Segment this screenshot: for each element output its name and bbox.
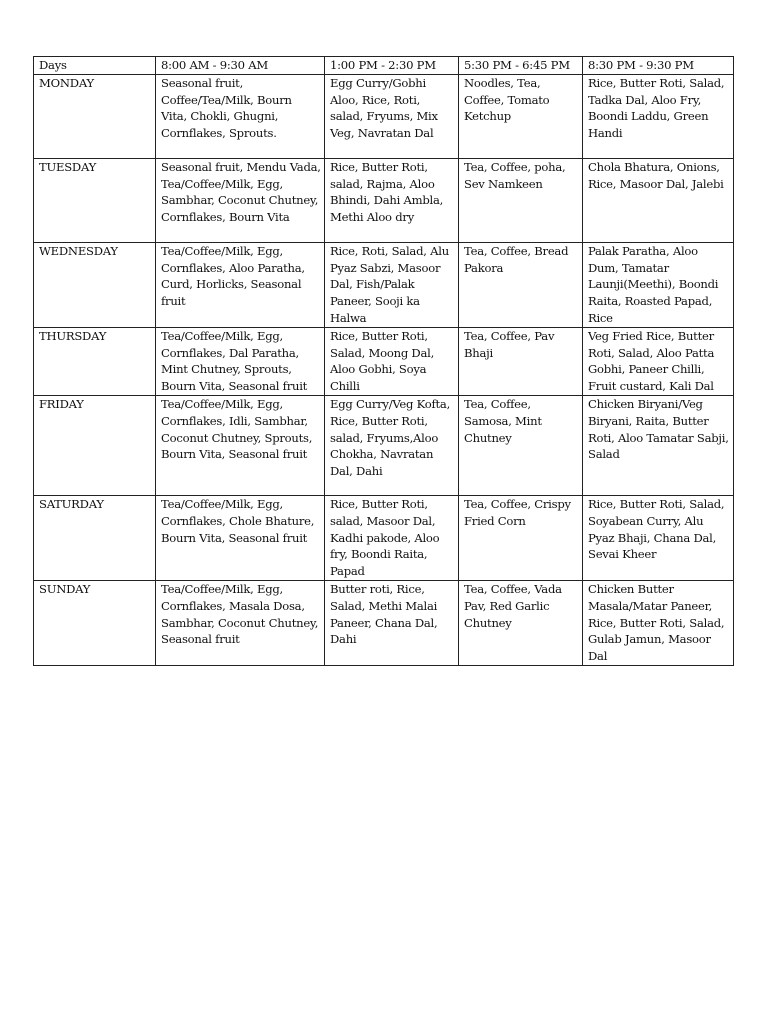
dinner-cell: Rice, Butter Roti, Salad, Soyabean Curry, Alu Pyaz Bhaji, Chana Dal, Sevai Kheer — [583, 495, 734, 580]
lunch-cell: Egg Curry/Veg Kofta, Rice, Butter Roti, salad, Fryums,Aloo Chokha, Navratan Dal, Dahi — [325, 395, 459, 495]
day-cell: SATURDAY — [34, 495, 156, 580]
breakfast-cell: Seasonal fruit, Mendu Vada, Tea/Coffee/Milk, Egg, Sambhar, Coconut Chutney, Cornflakes, Bourn Vita — [156, 158, 325, 242]
table-row — [34, 158, 734, 242]
snacks-cell: Tea, Coffee, Bread Pakora — [459, 242, 583, 327]
table-row — [34, 74, 734, 158]
lunch-cell: Rice, Butter Roti, salad, Masoor Dal, Kadhi pakode, Aloo fry, Boondi Raita, Papad — [325, 495, 459, 580]
dinner-cell: Rice, Butter Roti, Salad, Tadka Dal, Aloo Fry, Boondi Laddu, Green Handi — [583, 74, 734, 158]
snacks-cell: Tea, Coffee, Pav Bhaji — [459, 327, 583, 395]
snacks-cell: Tea, Coffee, Crispy Fried Corn — [459, 495, 583, 580]
header-row — [34, 57, 734, 75]
breakfast-cell: Tea/Coffee/Milk, Egg, Cornflakes, Masala Dosa, Sambhar, Coconut Chutney, Seasonal fruit — [156, 580, 325, 665]
dinner-cell: Chicken Butter Masala/Matar Paneer, Rice, Butter Roti, Salad, Gulab Jamun, Masoor Dal — [583, 580, 734, 665]
day-cell: TUESDAY — [34, 158, 156, 242]
snacks-cell: Tea, Coffee, Vada Pav, Red Garlic Chutney — [459, 580, 583, 665]
snacks-cell: Noodles, Tea, Coffee, Tomato Ketchup — [459, 74, 583, 158]
day-cell: MONDAY — [34, 74, 156, 158]
lunch-cell: Butter roti, Rice, Salad, Methi Malai Paneer, Chana Dal, Dahi — [325, 580, 459, 665]
table-row — [34, 395, 734, 495]
day-cell: FRIDAY — [34, 395, 156, 495]
breakfast-cell: Tea/Coffee/Milk, Egg, Cornflakes, Aloo Paratha, Curd, Horlicks, Seasonal fruit — [156, 242, 325, 327]
breakfast-cell: Tea/Coffee/Milk, Egg, Cornflakes, Dal Paratha, Mint Chutney, Sprouts, Bourn Vita, Seasonal fruit — [156, 327, 325, 395]
dinner-cell: Chola Bhatura, Onions, Rice, Masoor Dal, Jalebi — [583, 158, 734, 242]
lunch-cell: Egg Curry/Gobhi Aloo, Rice, Roti, salad, Fryums, Mix Veg, Navratan Dal — [325, 74, 459, 158]
table-row — [34, 242, 734, 327]
lunch-cell: Rice, Roti, Salad, Alu Pyaz Sabzi, Masoor Dal, Fish/Palak Paneer, Sooji ka Halwa — [325, 242, 459, 327]
dinner-cell: Chicken Biryani/Veg Biryani, Raita, Butter Roti, Aloo Tamatar Sabji, Salad — [583, 395, 734, 495]
breakfast-cell: Tea/Coffee/Milk, Egg, Cornflakes, Chole Bhature, Bourn Vita, Seasonal fruit — [156, 495, 325, 580]
lunch-cell: Rice, Butter Roti, salad, Rajma, Aloo Bhindi, Dahi Ambla, Methi Aloo dry — [325, 158, 459, 242]
breakfast-cell: Seasonal fruit, Coffee/Tea/Milk, Bourn Vita, Chokli, Ghugni, Cornflakes, Sprouts. — [156, 74, 325, 158]
snacks-cell: Tea, Coffee, poha, Sev Namkeen — [459, 158, 583, 242]
header-breakfast-time: 8:00 AM - 9:30 AM — [156, 57, 325, 75]
day-cell: THURSDAY — [34, 327, 156, 395]
header-dinner-time: 8:30 PM - 9:30 PM — [583, 57, 734, 75]
header-days: Days — [34, 57, 156, 75]
table-row — [34, 580, 734, 665]
dinner-cell: Palak Paratha, Aloo Dum, Tamatar Launji(Meethi), Boondi Raita, Roasted Papad, Rice — [583, 242, 734, 327]
snacks-cell: Tea, Coffee, Samosa, Mint Chutney — [459, 395, 583, 495]
dinner-cell: Veg Fried Rice, Butter Roti, Salad, Aloo Patta Gobhi, Paneer Chilli, Fruit custard, Kali Dal — [583, 327, 734, 395]
weekly-menu-table — [33, 56, 734, 666]
breakfast-cell: Tea/Coffee/Milk, Egg, Cornflakes, Idli, Sambhar, Coconut Chutney, Sprouts, Bourn Vita, Seasonal fruit — [156, 395, 325, 495]
table-row — [34, 327, 734, 395]
header-snacks-time: 5:30 PM - 6:45 PM — [459, 57, 583, 75]
lunch-cell: Rice, Butter Roti, Salad, Moong Dal, Aloo Gobhi, Soya Chilli — [325, 327, 459, 395]
day-cell: WEDNESDAY — [34, 242, 156, 327]
day-cell: SUNDAY — [34, 580, 156, 665]
table-row — [34, 495, 734, 580]
header-lunch-time: 1:00 PM - 2:30 PM — [325, 57, 459, 75]
